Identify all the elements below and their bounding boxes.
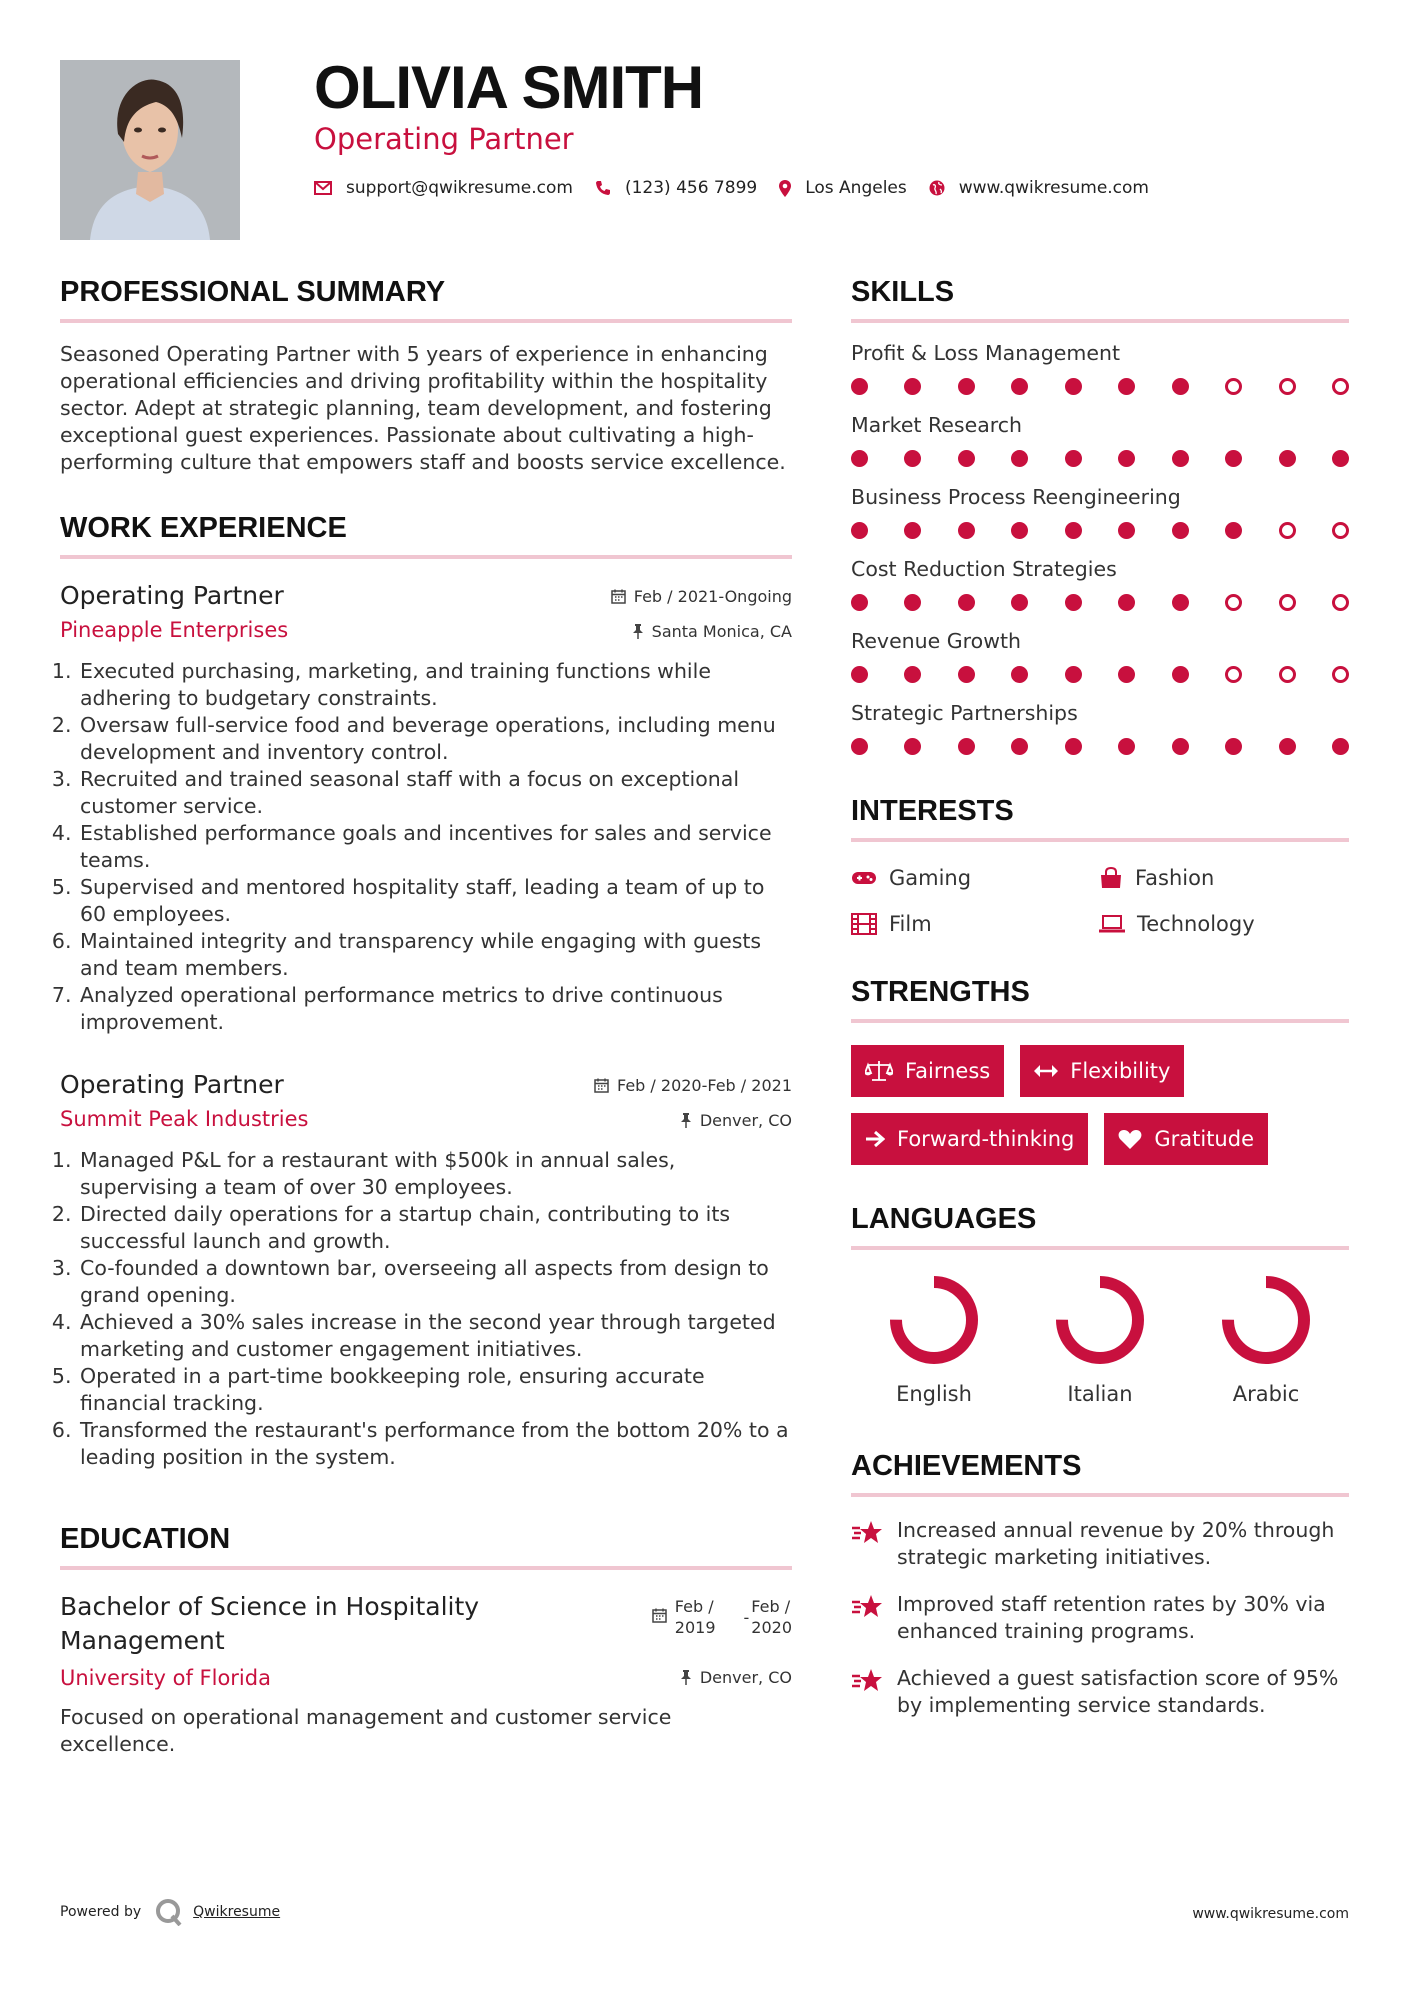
job-location-text: Denver, CO xyxy=(699,1111,792,1130)
skill-dot-filled xyxy=(958,594,975,611)
skill-item xyxy=(851,485,1349,539)
shopping-bag-icon xyxy=(1099,867,1123,889)
skill-dot-empty xyxy=(1279,594,1296,611)
interest-label: Film xyxy=(889,912,932,936)
pushpin-icon xyxy=(680,1113,692,1128)
interest-label: Technology xyxy=(1137,912,1255,936)
skill-item xyxy=(851,629,1349,683)
skill-dot-filled xyxy=(1065,522,1082,539)
skill-dot-filled xyxy=(851,378,868,395)
strength-label: Forward-thinking xyxy=(897,1127,1075,1151)
interest-item xyxy=(1099,912,1349,936)
education-section xyxy=(60,1523,792,1758)
job-dates-text: Feb / 2021-Ongoing xyxy=(633,587,792,606)
skill-name: Profit & Loss Management xyxy=(851,341,1121,365)
language-item xyxy=(1017,1272,1183,1406)
skill-dot-filled xyxy=(1279,450,1296,467)
skill-dot-filled xyxy=(904,738,921,755)
left-column xyxy=(60,276,792,1758)
job-bullets xyxy=(60,1147,792,1471)
skill-dot-empty xyxy=(1279,378,1296,395)
strength-tag xyxy=(851,1045,1004,1097)
list-item: 5. Operated in a part-time bookkeeping role, ensuring accurate financial tracking. xyxy=(78,1363,792,1417)
heart-icon xyxy=(1118,1129,1142,1150)
job-dates xyxy=(594,1076,792,1095)
powered-by-label: Powered by xyxy=(60,1904,142,1920)
skill-dot-filled xyxy=(958,738,975,755)
experience-title: WORK EXPERIENCE xyxy=(60,512,792,559)
award-star-icon xyxy=(851,1667,883,1695)
skill-dot-empty xyxy=(1279,522,1296,539)
education-location-text: Denver, CO xyxy=(699,1668,792,1687)
list-item: 2. Directed daily operations for a startup chain, contributing to its successful launch and growth. xyxy=(78,1201,792,1255)
job-dates xyxy=(611,587,792,606)
skill-dot-filled xyxy=(851,522,868,539)
interests-section xyxy=(851,795,1349,936)
contact-email-text: support@qwikresume.com xyxy=(346,178,573,198)
achievement-text: Increased annual revenue by 20% through strategic marketing initiatives. xyxy=(897,1518,1335,1569)
skill-dot-filled xyxy=(1011,738,1028,755)
skills-list xyxy=(851,341,1349,755)
contact-email[interactable] xyxy=(314,178,573,198)
skill-dot-filled xyxy=(904,378,921,395)
list-item: 3. Recruited and trained seasonal staff with a focus on exceptional customer service. xyxy=(78,766,792,820)
education-end-year: 2020 xyxy=(751,1618,792,1637)
skill-dot-empty xyxy=(1332,666,1349,683)
skill-dot-empty xyxy=(1332,522,1349,539)
skill-dot-filled xyxy=(1279,738,1296,755)
job-location xyxy=(632,622,792,641)
summary-text: Seasoned Operating Partner with 5 years of experience in enhancing operational efficiencies and driving profitability within the hospitality sector. Adept at strategic planning, team development, and fostering exceptional guest experiences. Passionate about cultivating a high-performing culture that empowers staff and boosts service excellence. xyxy=(60,342,786,474)
calendar-icon xyxy=(652,1608,667,1623)
calendar-icon xyxy=(611,589,626,604)
qwikresume-logo-icon xyxy=(155,1898,183,1926)
footer-website[interactable]: www.qwikresume.com xyxy=(1192,1906,1349,1922)
education-degree: Bachelor of Science in Hospitality Management xyxy=(60,1592,480,1655)
education-dates xyxy=(652,1596,792,1638)
achievement-item xyxy=(851,1517,1349,1571)
contact-location xyxy=(779,178,907,198)
strength-tag xyxy=(851,1113,1088,1165)
contact-website-text: www.qwikresume.com xyxy=(958,178,1149,198)
skill-dot-filled xyxy=(1332,450,1349,467)
gamepad-icon xyxy=(851,870,877,886)
strength-tag xyxy=(1020,1045,1184,1097)
globe-icon xyxy=(929,180,945,196)
list-item: 6. Maintained integrity and transparency while engaging with guests and team members. xyxy=(78,928,792,982)
job-dates-text: Feb / 2020-Feb / 2021 xyxy=(617,1076,792,1095)
language-proficiency-ring xyxy=(1218,1272,1314,1368)
strengths-section xyxy=(851,976,1349,1165)
skill-dot-filled xyxy=(1011,450,1028,467)
skill-dot-empty xyxy=(1225,378,1242,395)
interest-label: Gaming xyxy=(889,866,972,890)
job-role: Operating Partner xyxy=(60,1070,284,1099)
candidate-name: OLIVIA SMITH xyxy=(314,54,704,121)
contact-location-text: Los Angeles xyxy=(805,178,907,198)
skill-dot-empty xyxy=(1225,594,1242,611)
education-title: EDUCATION xyxy=(60,1523,792,1570)
language-proficiency-arc xyxy=(1228,1282,1304,1358)
interest-item xyxy=(851,912,1099,936)
skill-dot-filled xyxy=(1118,594,1135,611)
interests-title: INTERESTS xyxy=(851,795,1349,842)
strength-label: Gratitude xyxy=(1154,1127,1254,1151)
skill-name: Business Process Reengineering xyxy=(851,485,1181,509)
skills-title: SKILLS xyxy=(851,276,1349,323)
summary-section xyxy=(60,276,792,476)
job-entry xyxy=(60,581,792,1036)
arrow-right-icon xyxy=(865,1130,885,1148)
languages-section xyxy=(851,1203,1349,1406)
skill-item xyxy=(851,701,1349,755)
skill-rating xyxy=(851,666,1349,683)
skill-rating xyxy=(851,738,1349,755)
skill-dot-filled xyxy=(1172,450,1189,467)
skill-dot-filled xyxy=(851,666,868,683)
job-entry xyxy=(60,1070,792,1471)
balance-scale-icon xyxy=(865,1060,893,1082)
interest-item xyxy=(1099,866,1349,890)
skill-dot-filled xyxy=(1225,738,1242,755)
strength-label: Fairness xyxy=(905,1059,991,1083)
skill-item xyxy=(851,413,1349,467)
skill-dot-filled xyxy=(851,450,868,467)
skill-rating xyxy=(851,522,1349,539)
footer-powered-by xyxy=(60,1898,280,1926)
map-marker-icon xyxy=(779,180,791,197)
skill-dot-filled xyxy=(1118,666,1135,683)
contact-bar xyxy=(314,178,1171,198)
achievement-text: Improved staff retention rates by 30% via enhanced training programs. xyxy=(897,1592,1326,1643)
skill-dot-filled xyxy=(958,522,975,539)
skill-dot-filled xyxy=(1011,594,1028,611)
skill-dot-filled xyxy=(904,450,921,467)
film-icon xyxy=(851,913,877,935)
interest-label: Fashion xyxy=(1135,866,1215,890)
language-name: Italian xyxy=(1067,1382,1133,1406)
education-school: University of Florida xyxy=(60,1666,271,1690)
skill-dot-filled xyxy=(1065,738,1082,755)
skill-dot-filled xyxy=(1011,378,1028,395)
job-location-text: Santa Monica, CA xyxy=(651,622,792,641)
experience-section xyxy=(60,512,792,1471)
skill-name: Strategic Partnerships xyxy=(851,701,1078,725)
skill-dot-empty xyxy=(1279,666,1296,683)
skill-dot-filled xyxy=(1118,450,1135,467)
job-company: Summit Peak Industries xyxy=(60,1107,309,1131)
skill-dot-filled xyxy=(1332,738,1349,755)
skill-dot-filled xyxy=(1065,378,1082,395)
skill-name: Cost Reduction Strategies xyxy=(851,557,1117,581)
list-item: 2. Oversaw full-service food and beverage operations, including menu development and inventory control. xyxy=(78,712,792,766)
list-item: 4. Established performance goals and incentives for sales and service teams. xyxy=(78,820,792,874)
achievement-text: Achieved a guest satisfaction score of 95% by implementing service standards. xyxy=(897,1666,1339,1717)
job-role: Operating Partner xyxy=(60,581,284,610)
achievements-title: ACHIEVEMENTS xyxy=(851,1450,1349,1497)
skill-dot-filled xyxy=(1225,450,1242,467)
achievement-item xyxy=(851,1591,1349,1645)
list-item: 4. Achieved a 30% sales increase in the second year through targeted marketing and customer engagement initiatives. xyxy=(78,1309,792,1363)
envelope-icon xyxy=(314,181,332,195)
education-location xyxy=(680,1668,792,1687)
job-location xyxy=(680,1111,792,1130)
language-proficiency-ring xyxy=(886,1272,982,1368)
list-item: 5. Supervised and mentored hospitality staff, leading a team of up to 60 employees. xyxy=(78,874,792,928)
education-date-separator: - xyxy=(743,1608,750,1627)
skill-dot-filled xyxy=(958,666,975,683)
contact-phone-text: (123) 456 7899 xyxy=(624,178,758,198)
profile-photo xyxy=(60,60,240,240)
skill-dot-filled xyxy=(904,666,921,683)
languages-title: LANGUAGES xyxy=(851,1203,1349,1250)
skill-dot-empty xyxy=(1332,378,1349,395)
skill-dot-filled xyxy=(1118,522,1135,539)
skill-rating xyxy=(851,378,1349,395)
skill-dot-filled xyxy=(1011,522,1028,539)
language-item xyxy=(851,1272,1017,1406)
language-name: English xyxy=(896,1382,972,1406)
contact-website[interactable] xyxy=(929,178,1149,198)
skill-dot-filled xyxy=(1172,522,1189,539)
right-column xyxy=(851,276,1349,1719)
pushpin-icon xyxy=(680,1670,692,1685)
list-item: 1. Executed purchasing, marketing, and training functions while adhering to budgetary constraints. xyxy=(78,658,792,712)
list-item: 1. Managed P&L for a restaurant with $500k in annual sales, supervising a team of over 30 employees. xyxy=(78,1147,792,1201)
achievements-section xyxy=(851,1450,1349,1719)
education-end-month: Feb / xyxy=(751,1597,791,1616)
skill-dot-filled xyxy=(958,378,975,395)
language-proficiency-arc xyxy=(896,1282,972,1358)
achievement-item xyxy=(851,1665,1349,1719)
skill-rating xyxy=(851,594,1349,611)
brand-link[interactable]: Qwikresume xyxy=(193,1904,281,1920)
skill-dot-empty xyxy=(1225,666,1242,683)
calendar-icon xyxy=(594,1078,609,1093)
job-company: Pineapple Enterprises xyxy=(60,618,289,642)
skill-rating xyxy=(851,450,1349,467)
skill-dot-filled xyxy=(1172,738,1189,755)
skill-item xyxy=(851,557,1349,611)
strengths-title: STRENGTHS xyxy=(851,976,1349,1023)
summary-title: PROFESSIONAL SUMMARY xyxy=(60,276,792,323)
contact-phone[interactable] xyxy=(595,178,757,198)
languages-list xyxy=(851,1272,1349,1406)
education-start-month: Feb / xyxy=(674,1597,714,1616)
pushpin-icon xyxy=(632,624,644,639)
skill-dot-filled xyxy=(1065,594,1082,611)
skill-dot-filled xyxy=(1172,666,1189,683)
language-proficiency-arc xyxy=(1062,1282,1138,1358)
list-item: 7. Analyzed operational performance metrics to drive continuous improvement. xyxy=(78,982,792,1036)
language-item xyxy=(1183,1272,1349,1406)
skill-dot-filled xyxy=(1065,450,1082,467)
language-name: Arabic xyxy=(1232,1382,1300,1406)
skill-dot-empty xyxy=(1332,594,1349,611)
arrows-horizontal-icon xyxy=(1034,1064,1058,1078)
skill-dot-filled xyxy=(904,594,921,611)
strength-label: Flexibility xyxy=(1070,1059,1171,1083)
education-start-year: 2019 xyxy=(674,1618,716,1637)
skill-dot-filled xyxy=(904,522,921,539)
skill-dot-filled xyxy=(851,594,868,611)
skill-item xyxy=(851,341,1349,395)
list-item: 3. Co-founded a downtown bar, overseeing all aspects from design to grand opening. xyxy=(78,1255,792,1309)
skill-dot-filled xyxy=(1118,378,1135,395)
skill-dot-filled xyxy=(1011,666,1028,683)
award-star-icon xyxy=(851,1519,883,1547)
education-description: Focused on operational management and customer service excellence. xyxy=(60,1705,672,1756)
strength-tag xyxy=(1104,1113,1268,1165)
candidate-title: Operating Partner xyxy=(314,122,574,156)
list-item: 6. Transformed the restaurant's performance from the bottom 20% to a leading position in the system. xyxy=(78,1417,792,1471)
skill-name: Revenue Growth xyxy=(851,629,1021,653)
laptop-icon xyxy=(1099,915,1125,933)
skills-section xyxy=(851,276,1349,755)
skill-dot-filled xyxy=(1225,522,1242,539)
skill-dot-filled xyxy=(1065,666,1082,683)
phone-icon xyxy=(595,180,611,196)
skill-dot-filled xyxy=(1172,594,1189,611)
interest-item xyxy=(851,866,1099,890)
skill-dot-filled xyxy=(1118,738,1135,755)
skill-name: Market Research xyxy=(851,413,1023,437)
skill-dot-filled xyxy=(958,450,975,467)
job-bullets xyxy=(60,658,792,1036)
language-proficiency-ring xyxy=(1052,1272,1148,1368)
award-star-icon xyxy=(851,1593,883,1621)
skill-dot-filled xyxy=(1172,378,1189,395)
skill-dot-filled xyxy=(851,738,868,755)
